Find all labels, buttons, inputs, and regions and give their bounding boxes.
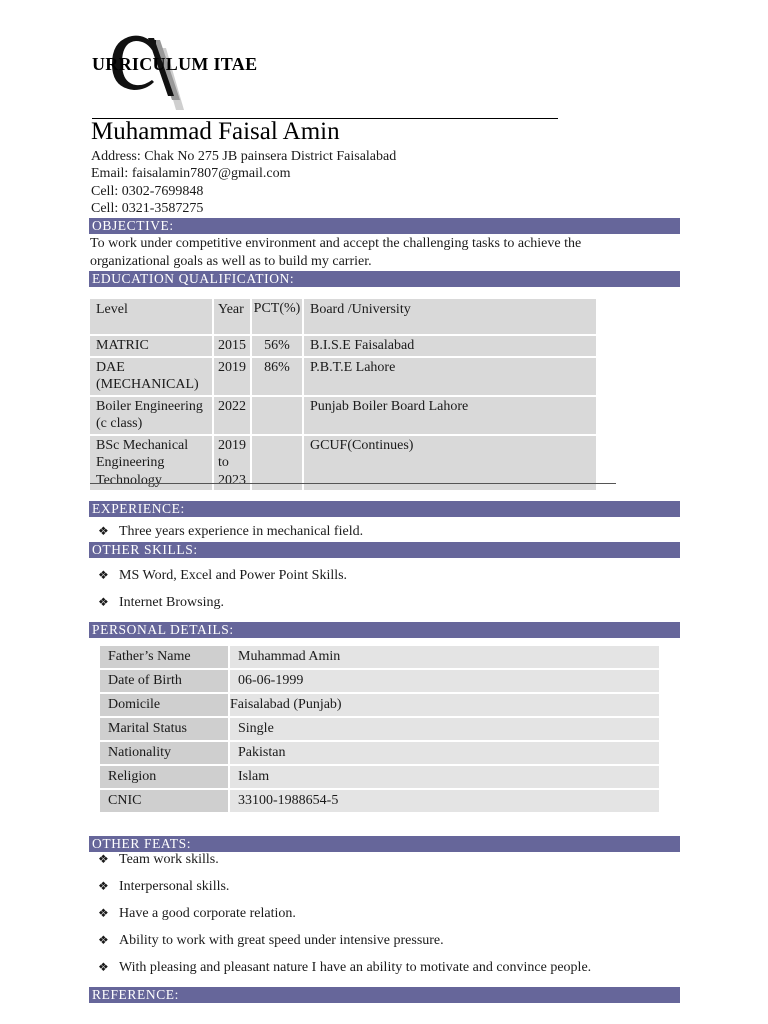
table-cell xyxy=(252,397,302,434)
table-bottom-rule xyxy=(90,483,616,484)
table-header-cell: Board /University xyxy=(304,299,596,334)
detail-value: Islam xyxy=(230,766,659,788)
list-item-text: Internet Browsing. xyxy=(119,595,224,610)
table-cell: 2022 xyxy=(214,397,250,434)
contact-address: Address: Chak No 275 JB painsera District Faisalabad xyxy=(91,149,397,164)
table-cell: 2019 xyxy=(214,358,250,395)
table-row xyxy=(100,742,659,764)
objective-text xyxy=(90,235,680,271)
education-table xyxy=(88,297,598,492)
table-row xyxy=(90,358,596,395)
table-row xyxy=(90,336,596,356)
list-item xyxy=(98,906,296,922)
detail-label: Father’s Name xyxy=(100,646,228,668)
list-item xyxy=(98,852,219,868)
table-row xyxy=(100,646,659,668)
detail-value: 33100-1988654-5 xyxy=(230,790,659,812)
detail-label: Domicile xyxy=(100,694,228,716)
list-item-text: Have a good corporate relation. xyxy=(119,906,296,921)
table-row xyxy=(100,694,659,716)
detail-label: Religion xyxy=(100,766,228,788)
section-feats: OTHER FEATS: xyxy=(89,836,680,852)
bullet-diamond-icon: ❖ xyxy=(98,906,109,920)
table-row xyxy=(100,718,659,740)
table-cell: B.I.S.E Faisalabad xyxy=(304,336,596,356)
list-item-text: With pleasing and pleasant nature I have an ability to motivate and convince people. xyxy=(119,960,592,975)
bullet-diamond-icon: ❖ xyxy=(98,595,109,609)
list-item xyxy=(98,960,591,976)
detail-value: Muhammad Amin xyxy=(230,646,659,668)
bullet-diamond-icon: ❖ xyxy=(98,568,109,582)
objective-line: organizational goals as well as to build my carrier. xyxy=(90,254,372,269)
table-header-cell: Year xyxy=(214,299,250,334)
contact-block xyxy=(91,148,396,217)
table-cell: BSc Mechanical Engineering Technology xyxy=(90,436,212,491)
list-item xyxy=(98,595,224,611)
personal-details-table xyxy=(98,644,661,814)
contact-cell-2: Cell: 0321-3587275 xyxy=(91,200,204,216)
table-cell: MATRIC xyxy=(90,336,212,356)
detail-label: CNIC xyxy=(100,790,228,812)
bullet-diamond-icon: ❖ xyxy=(98,852,109,866)
table-cell: Punjab Boiler Board Lahore xyxy=(304,397,596,434)
detail-value: 06-06-1999 xyxy=(230,670,659,692)
list-item-text: Three years experience in mechanical field. xyxy=(119,524,364,539)
detail-label: Marital Status xyxy=(100,718,228,740)
list-item xyxy=(98,568,347,584)
bullet-diamond-icon: ❖ xyxy=(98,933,109,947)
list-item xyxy=(98,524,363,540)
candidate-name: Muhammad Faisal Amin xyxy=(91,118,340,145)
list-item-text: Ability to work with great speed under intensive pressure. xyxy=(119,933,444,948)
table-row xyxy=(90,397,596,434)
list-item xyxy=(98,879,229,895)
table-row xyxy=(100,790,659,812)
table-header-cell: Level xyxy=(90,299,212,334)
objective-line: To work under competitive environment and accept the challenging tasks to achieve the xyxy=(90,236,582,251)
table-cell: P.B.T.E Lahore xyxy=(304,358,596,395)
detail-label: Date of Birth xyxy=(100,670,228,692)
table-cell: 2019 to 2023 xyxy=(214,436,250,491)
contact-cell-1: Cell: 0302-7699848 xyxy=(91,183,204,199)
detail-value: Faisalabad (Punjab) xyxy=(230,694,659,716)
section-personal: PERSONAL DETAILS: xyxy=(89,622,680,638)
list-item-text: Team work skills. xyxy=(119,852,219,867)
table-header-cell: PCT(%) xyxy=(252,299,302,334)
table-row xyxy=(100,766,659,788)
detail-value: Pakistan xyxy=(230,742,659,764)
contact-email: Email: faisalamin7807@gmail.com xyxy=(91,166,291,182)
logo-text: URRICULUM ITAE xyxy=(92,54,258,74)
table-cell: GCUF(Continues) xyxy=(304,436,596,491)
cv-logo xyxy=(92,30,292,120)
list-item-text: MS Word, Excel and Power Point Skills. xyxy=(119,568,348,583)
detail-value: Single xyxy=(230,718,659,740)
section-experience: EXPERIENCE: xyxy=(89,501,680,517)
detail-label: Nationality xyxy=(100,742,228,764)
table-cell: 2015 xyxy=(214,336,250,356)
section-education: EDUCATION QUALIFICATION: xyxy=(89,271,680,287)
list-item xyxy=(98,933,444,949)
cv-monogram-icon xyxy=(104,30,194,120)
table-cell: 56% xyxy=(252,336,302,356)
table-cell xyxy=(252,436,302,491)
bullet-diamond-icon: ❖ xyxy=(98,879,109,893)
table-cell: DAE (MECHANICAL) xyxy=(90,358,212,395)
table-row xyxy=(90,436,596,491)
bullet-diamond-icon: ❖ xyxy=(98,960,109,974)
table-row xyxy=(100,670,659,692)
table-header-row xyxy=(90,299,596,334)
section-objective: OBJECTIVE: xyxy=(89,218,680,234)
section-reference: REFERENCE: xyxy=(89,987,680,1003)
section-skills: OTHER SKILLS: xyxy=(89,542,680,558)
table-cell: Boiler Engineering (c class) xyxy=(90,397,212,434)
table-cell: 86% xyxy=(252,358,302,395)
list-item-text: Interpersonal skills. xyxy=(119,879,230,894)
bullet-diamond-icon: ❖ xyxy=(98,524,109,538)
